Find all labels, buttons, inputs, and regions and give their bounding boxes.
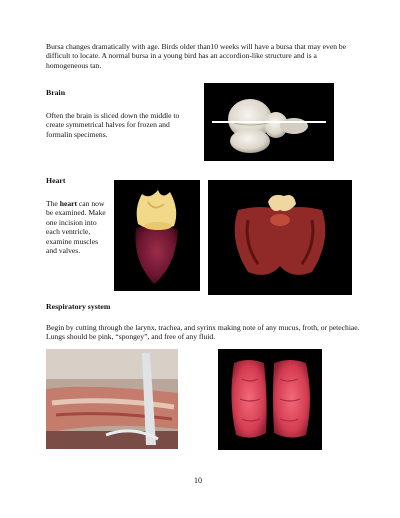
respiratory-paragraph: Begin by cutting through the larynx, trachea, and syrinx making note of any mucus, froth, or petechiae. Lungs should be pink, “spongey”, and free of any fluid. <box>46 323 360 342</box>
heart-text-bold: heart <box>59 199 78 208</box>
heart-text-post: can now be examined. Make one incision into each ventricle, examine muscles and valves. <box>46 199 106 256</box>
heart-opened-photo <box>208 180 352 295</box>
lungs-illustration <box>218 349 322 450</box>
page-number: 10 <box>194 476 202 485</box>
heart-whole-illustration <box>114 180 200 291</box>
heart-paragraph <box>46 199 110 255</box>
heart-whole-photo <box>114 180 200 291</box>
trachea-dissection-photo <box>46 349 178 449</box>
trachea-dissection-illustration <box>46 349 178 449</box>
brain-illustration <box>204 83 334 161</box>
respiratory-heading: Respiratory system <box>46 302 111 311</box>
brain-heading: Brain <box>46 88 66 97</box>
heart-opened-illustration <box>208 180 352 295</box>
brain-paragraph: Often the brain is sliced down the middle to create symmetrical halves for frozen and formalin specimens. <box>46 111 180 139</box>
lungs-photo <box>218 349 322 450</box>
bursa-paragraph: Bursa changes dramatically with age. Birds older than10 weeks will have a bursa that may even be difficult to locate. A normal bursa in a young bird has an accordion-like structure and is a homogeneous tan. <box>46 42 347 70</box>
heart-heading: Heart <box>46 176 66 185</box>
heart-text-pre: The <box>46 199 60 208</box>
brain-photo <box>204 83 334 161</box>
